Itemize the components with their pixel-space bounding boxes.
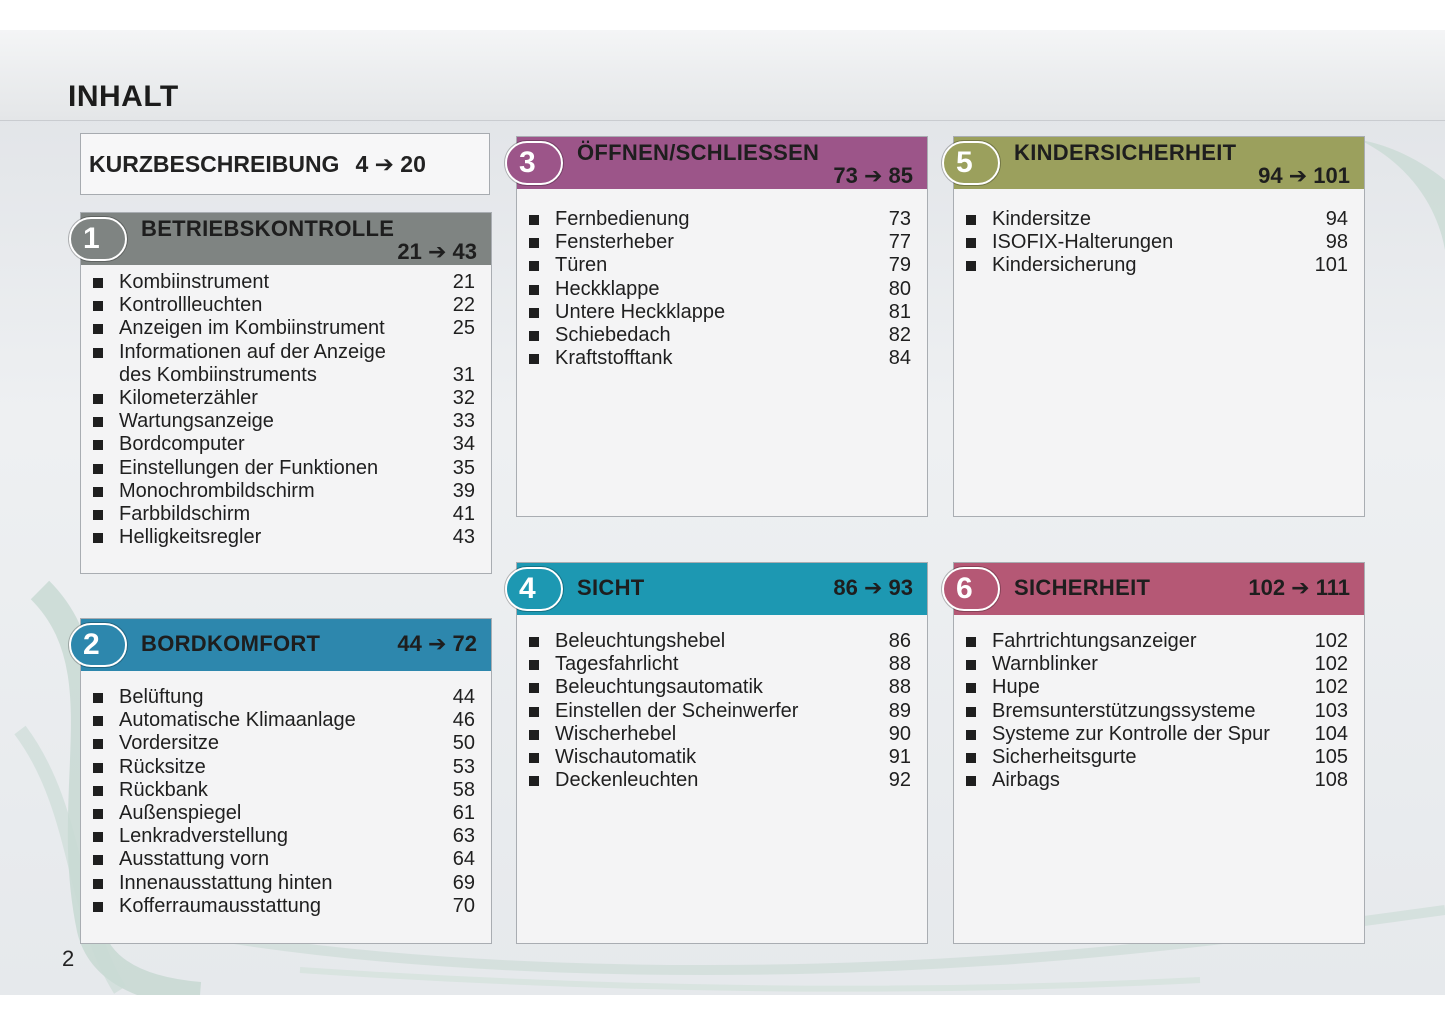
item-label: Schiebedach [555,324,671,347]
item-label: Wischerhebel [555,722,677,745]
section-6-number-badge: 6 [942,567,1000,611]
list-item[interactable] [81,294,491,317]
list-item[interactable] [517,278,927,301]
section-5-range: 94 ➔ 101 [1258,163,1350,188]
item-label: Kontrollleuchten [119,294,263,317]
item-label-continued: des Kombiinstruments [119,363,317,386]
list-item[interactable] [517,676,927,699]
item-page: 44 [452,686,475,708]
item-page: 33 [452,410,475,433]
list-item[interactable] [954,769,1364,792]
item-label: Wischautomatik [555,746,697,769]
item-label: Innenausstattung hinten [119,871,333,894]
item-label: Heckklappe [555,277,660,300]
item-label: Monochrombildschirm [119,479,315,502]
item-label: Außenspiegel [119,802,242,825]
list-item[interactable] [954,653,1364,676]
section-4-number-badge: 4 [505,567,563,611]
item-label: Systeme zur Kontrolle der Spur [992,722,1270,745]
section-3-list [517,208,927,370]
item-label: Kraftstofftank [555,347,673,370]
item-label: Automatische Klimaanlage [119,709,356,732]
item-page: 94 [1325,208,1348,230]
section-6-title: SICHERHEIT [1014,575,1151,600]
list-item[interactable] [517,324,927,347]
item-label: Fensterheber [555,231,674,254]
item-label: Vordersitze [119,732,220,755]
list-item[interactable] [81,895,491,918]
list-item[interactable] [81,433,491,456]
item-page: 58 [452,778,475,801]
item-page: 73 [888,208,911,230]
section-1-list [81,271,491,549]
list-item[interactable] [81,825,491,848]
item-label: Einstellungen der Funktionen [119,456,379,479]
list-item[interactable] [954,746,1364,769]
section-5-number-badge: 5 [942,141,1000,185]
item-page: 79 [888,254,911,277]
section-2-range: 44 ➔ 72 [397,631,477,656]
list-item[interactable] [517,254,927,277]
section-5-list [954,208,1364,278]
section-2-header[interactable] [81,619,491,671]
item-page: 69 [452,871,475,894]
item-label: Beleuchtungshebel [555,630,726,652]
list-item[interactable] [954,208,1364,231]
item-page: 39 [452,479,475,502]
item-page: 90 [888,722,911,745]
section-6-header[interactable] [954,563,1364,615]
section-1-range: 21 ➔ 43 [397,239,477,264]
item-label: Bordcomputer [119,433,245,456]
list-item[interactable] [954,700,1364,723]
item-label: Fernbedienung [555,208,690,230]
list-item[interactable] [954,630,1364,653]
item-page: 82 [888,324,911,347]
section-5-panel [953,136,1365,517]
item-label: Warnblinker [992,653,1098,676]
item-page: 34 [452,433,475,456]
item-label: Helligkeitsregler [119,526,262,549]
item-label: Tagesfahrlicht [555,653,679,676]
list-item[interactable] [81,271,491,294]
list-item[interactable] [81,387,491,410]
section-3-header[interactable] [517,137,927,189]
item-label: Kofferraumausstattung [119,894,321,917]
item-page: 25 [452,317,475,340]
list-item[interactable] [517,347,927,370]
item-page: 61 [452,802,475,825]
list-item[interactable] [517,723,927,746]
list-item[interactable] [81,756,491,779]
list-item[interactable] [81,732,491,755]
item-page: 92 [888,769,911,792]
section-4-panel [516,562,928,944]
section-4-title: SICHT [577,575,645,600]
item-page: 91 [888,746,911,769]
item-label: Hupe [992,676,1040,699]
item-label: Türen [555,254,608,277]
list-item[interactable] [517,231,927,254]
item-page: 77 [888,231,911,254]
item-label: Kombiinstrument [119,271,270,293]
list-item[interactable] [517,301,927,324]
section-3-range: 73 ➔ 85 [833,163,913,188]
item-page: 46 [452,709,475,732]
item-page: 102 [1314,630,1348,652]
list-item[interactable] [954,723,1364,746]
page-title: INHALT [68,80,179,113]
list-item[interactable] [517,746,927,769]
section-1-title: BETRIEBSKONTROLLE [141,216,395,241]
list-item[interactable] [954,254,1364,277]
section-6-range: 102 ➔ 111 [1248,575,1350,600]
section-2-list [81,686,491,918]
section-4-list [517,630,927,792]
item-page: 22 [452,294,475,317]
section-6-panel [953,562,1365,944]
list-item[interactable] [81,848,491,871]
item-label: Ausstattung vorn [119,848,270,871]
section-4-range: 86 ➔ 93 [833,575,913,600]
quick-reference-range: 4 ➔ 20 [355,150,426,177]
list-item[interactable] [517,769,927,792]
section-1-panel [80,212,492,574]
item-page: 21 [452,271,475,293]
item-label: Lenkradverstellung [119,825,288,848]
section-4-header[interactable] [517,563,927,615]
list-item[interactable] [81,341,491,387]
item-page: 98 [1325,231,1348,254]
section-2-panel [80,618,492,944]
item-page: 32 [452,387,475,410]
section-6-list [954,630,1364,792]
item-page: 88 [888,676,911,699]
item-label: Beleuchtungsautomatik [555,676,763,699]
item-label: Farbbildschirm [119,503,251,526]
item-label: Kindersicherung [992,254,1137,277]
item-label: Belüftung [119,686,204,708]
list-item[interactable] [81,709,491,732]
item-label: Untere Heckklappe [555,300,726,323]
list-item[interactable] [954,231,1364,254]
section-5-header[interactable] [954,137,1364,189]
item-label: Wartungsanzeige [119,410,274,433]
item-label: Airbags [992,769,1060,792]
quick-reference-label: KURZBESCHREIBUNG [89,150,340,177]
list-item[interactable] [517,630,927,653]
section-1-number-badge: 1 [69,217,127,261]
item-page: 105 [1314,746,1348,769]
section-3-title: ÖFFNEN/SCHLIESSEN [577,140,820,165]
section-1-header[interactable] [81,213,491,265]
list-item[interactable] [81,872,491,895]
item-page: 80 [888,277,911,300]
list-item[interactable] [81,480,491,503]
item-page: 35 [452,456,475,479]
item-page: 70 [452,894,475,917]
list-item[interactable] [81,317,491,340]
item-page: 86 [888,630,911,652]
item-page: 41 [452,503,475,526]
item-page: 84 [888,347,911,370]
list-item[interactable] [81,503,491,526]
item-label: Einstellen der Scheinwerfer [555,699,799,722]
item-page: 63 [452,825,475,848]
page-number: 2 [62,946,75,971]
item-label: Kindersitze [992,208,1091,230]
item-page: 108 [1314,769,1348,792]
section-5-title: KINDERSICHERHEIT [1014,140,1237,165]
item-page: 101 [1314,254,1348,277]
item-page: 43 [452,526,475,549]
item-page: 50 [452,732,475,755]
item-page: 102 [1314,653,1348,676]
item-label: Bremsunterstützungssysteme [992,699,1256,722]
list-item[interactable] [81,802,491,825]
list-item[interactable] [81,779,491,802]
header-band [0,30,1445,121]
item-page: 103 [1314,699,1348,722]
item-label: Rückbank [119,778,208,801]
item-page: 53 [452,755,475,778]
item-page: 102 [1314,676,1348,699]
item-label: Rücksitze [119,755,206,778]
item-label: Anzeigen im Kombiinstrument [119,317,385,340]
list-item[interactable] [81,410,491,433]
list-item[interactable] [517,700,927,723]
section-3-panel [516,136,928,517]
item-label: Kilometerzähler [119,387,258,410]
list-item[interactable] [81,457,491,480]
list-item[interactable] [81,526,491,549]
item-page: 31 [452,363,475,386]
quick-reference-box[interactable] [80,133,490,195]
item-label: Fahrtrichtungsanzeiger [992,630,1197,652]
item-page: 81 [888,300,911,323]
item-page: 104 [1314,722,1348,745]
list-item[interactable] [81,686,491,709]
section-3-number-badge: 3 [505,141,563,185]
item-label: ISOFIX-Halterungen [992,231,1174,254]
item-label: Sicherheitsgurte [992,746,1137,769]
item-label: Informationen auf der Anzeige [119,340,386,363]
list-item[interactable] [517,208,927,231]
item-page: 89 [888,699,911,722]
list-item[interactable] [954,676,1364,699]
list-item[interactable] [517,653,927,676]
item-label: Deckenleuchten [555,769,699,792]
section-2-title: BORDKOMFORT [141,631,321,656]
section-2-number-badge: 2 [69,623,127,667]
item-page: 88 [888,653,911,676]
item-page: 64 [452,848,475,871]
